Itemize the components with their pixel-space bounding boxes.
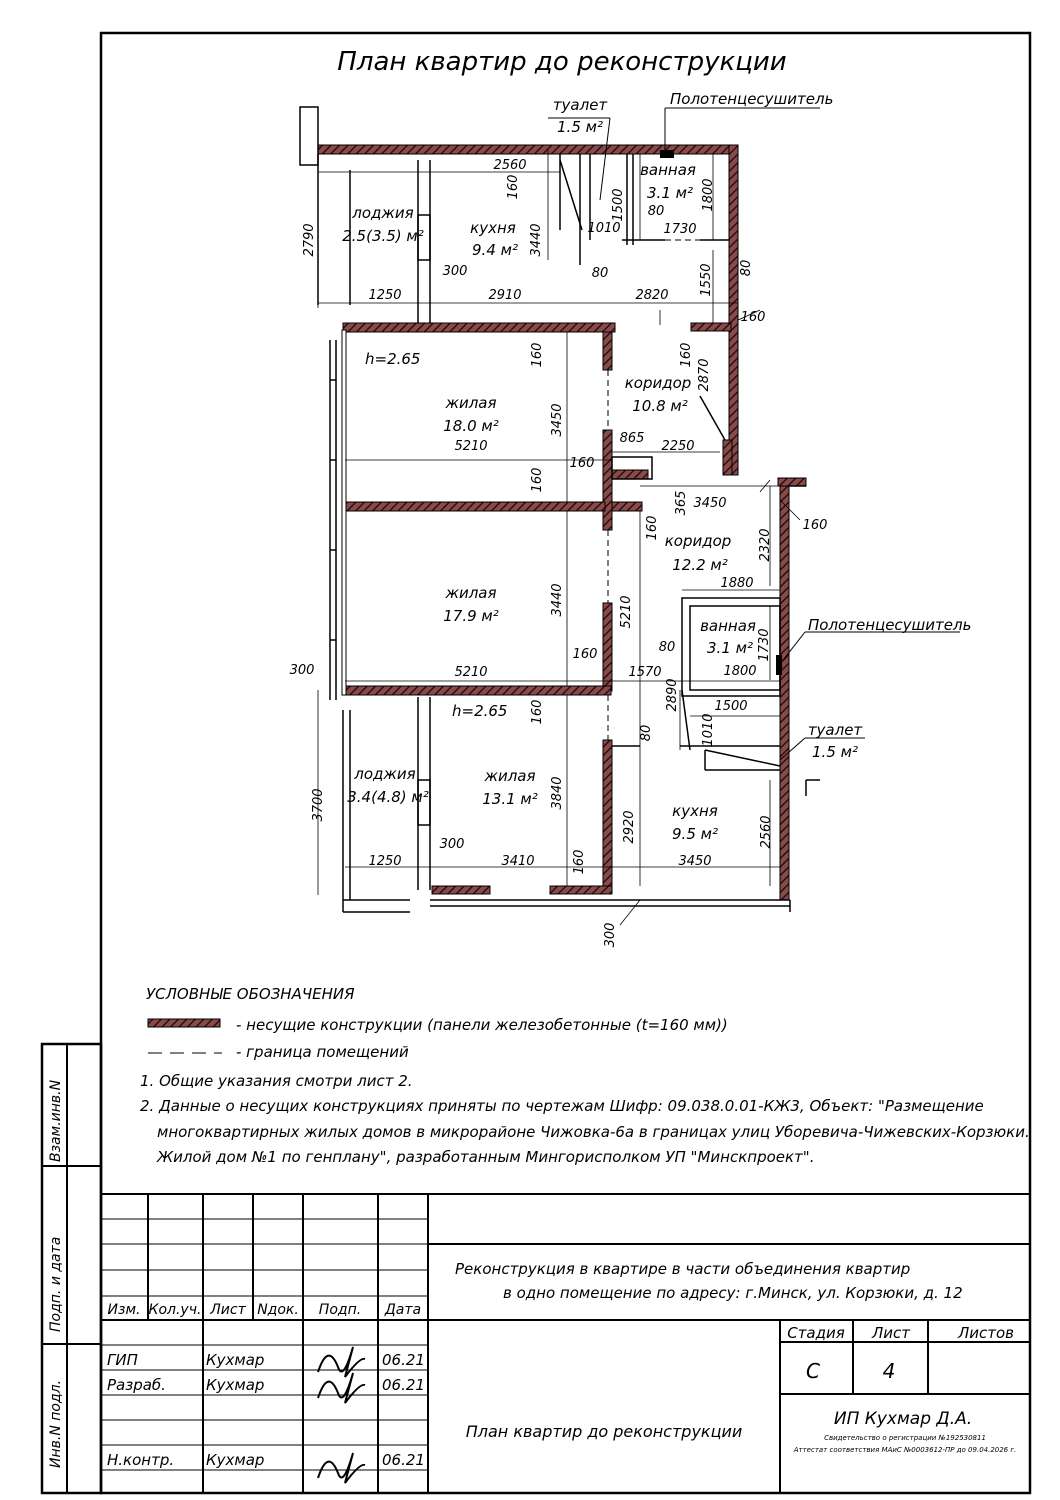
svg-text:80: 80: [591, 266, 609, 281]
svg-text:365: 365: [674, 490, 689, 516]
svg-text:2870: 2870: [697, 358, 712, 392]
svg-text:1730: 1730: [757, 628, 772, 662]
room-area: 12.2 м²: [672, 556, 728, 574]
note-line: 2. Данные о несущих конструкциях приняты по чертежам Шифр: 09.038.0.01-КЖ3, Объект: "Размещение: [140, 1097, 984, 1115]
svg-text:3440: 3440: [550, 583, 565, 617]
room-area: 9.4 м²: [472, 241, 518, 259]
towel-dryer-label-2: Полотенцесушитель: [808, 616, 972, 634]
stage-headers: [787, 1324, 1014, 1342]
svg-text:80: 80: [739, 259, 754, 277]
note-line: многоквартирных жилых домов в микрорайоне Чижовка-6а в границах улиц Уборевича-Чижевских-Корзюки.: [157, 1123, 1030, 1141]
room-name: коридор: [624, 374, 692, 392]
svg-text:Кухмар: Кухмар: [206, 1451, 265, 1469]
svg-text:3440: 3440: [529, 223, 544, 257]
svg-text:160: 160: [645, 515, 660, 541]
svg-text:2250: 2250: [661, 439, 695, 454]
room-name: туалет: [552, 96, 608, 114]
svg-text:ГИП: ГИП: [107, 1351, 138, 1369]
svg-text:1730: 1730: [663, 222, 697, 237]
svg-text:1500: 1500: [714, 699, 748, 714]
room-area: 17.9 м²: [443, 607, 499, 625]
room-area: 13.1 м²: [482, 790, 538, 808]
svg-text:5210: 5210: [454, 439, 488, 454]
room-area: 3.1 м²: [707, 639, 753, 657]
legend-bearing-swatch: [148, 1019, 220, 1027]
svg-text:3450: 3450: [678, 854, 712, 869]
svg-text:Лист: Лист: [210, 1302, 246, 1318]
svg-text:1250: 1250: [368, 854, 402, 869]
svg-text:1880: 1880: [720, 576, 754, 591]
svg-text:3450: 3450: [693, 496, 727, 511]
room-name: коридор: [664, 532, 732, 550]
side-label-vzam: Взам.инв.N: [48, 1079, 64, 1162]
svg-text:80: 80: [658, 640, 676, 655]
room-name: лоджия: [354, 765, 416, 783]
svg-text:2560: 2560: [759, 815, 774, 849]
svg-text:300: 300: [439, 837, 465, 852]
svg-text:160: 160: [530, 342, 545, 368]
svg-text:1570: 1570: [628, 665, 662, 680]
room-area: 1.5 м²: [812, 743, 858, 761]
svg-text:3450: 3450: [550, 403, 565, 437]
svg-text:5210: 5210: [619, 595, 634, 629]
project-line-1: Реконструкция в квартире в части объединения квартир: [455, 1260, 911, 1278]
svg-text:1010: 1010: [701, 713, 716, 747]
drawing-title-stamp: План квартир до реконструкции: [465, 1422, 743, 1441]
svg-text:865: 865: [619, 431, 645, 446]
svg-text:Дата: Дата: [384, 1302, 422, 1318]
svg-text:Разраб.: Разраб.: [107, 1376, 166, 1394]
svg-text:Н.контр.: Н.контр.: [107, 1451, 175, 1469]
stamp-headers: [108, 1302, 422, 1318]
svg-text:2790: 2790: [302, 223, 317, 257]
side-label-inv: Инв.N подл.: [48, 1379, 64, 1468]
svg-text:Листов: Листов: [957, 1324, 1015, 1342]
company-registration: Свидетельство о регистрации №192530811: [824, 1434, 986, 1442]
svg-text:160: 160: [572, 849, 587, 875]
room-area: 10.8 м²: [632, 397, 688, 415]
signature-marks: [318, 1347, 365, 1483]
room-name: туалет: [807, 721, 863, 739]
sheet-value: 4: [882, 1359, 896, 1383]
company-attestation: Аттестат соответствия МАиС №0003612-ПР до 09.04.2026 г.: [793, 1446, 1017, 1454]
svg-text:300: 300: [289, 663, 315, 678]
svg-text:1010: 1010: [587, 221, 621, 236]
company-name: ИП Кухмар Д.А.: [833, 1409, 973, 1429]
svg-text:1250: 1250: [368, 288, 402, 303]
svg-text:3410: 3410: [501, 854, 535, 869]
svg-text:2820: 2820: [635, 288, 669, 303]
note-line: 1. Общие указания смотри лист 2.: [140, 1072, 413, 1090]
svg-text:1500: 1500: [611, 188, 626, 222]
ceiling-height: h=2.65: [365, 350, 421, 368]
svg-text:80: 80: [647, 204, 665, 219]
svg-text:Кухмар: Кухмар: [206, 1376, 265, 1394]
room-area: 9.5 м²: [672, 825, 718, 843]
svg-text:160: 160: [740, 310, 766, 325]
room-name: жилая: [445, 584, 497, 602]
svg-text:160: 160: [530, 467, 545, 493]
project-line-2: в одно помещение по адресу: г.Минск, ул. Корзюки, д. 12: [503, 1284, 963, 1302]
svg-text:1800: 1800: [723, 664, 757, 679]
room-name: кухня: [672, 802, 718, 820]
towel-dryer-label-1: Полотенцесушитель: [670, 90, 834, 108]
svg-text:300: 300: [442, 264, 468, 279]
svg-text:Кухмар: Кухмар: [206, 1351, 265, 1369]
svg-text:2320: 2320: [758, 528, 773, 562]
note-line: Жилой дом №1 по генплану", разработанным Мингорисполком УП "Минскпроект".: [157, 1148, 815, 1166]
room-area: 1.5 м²: [557, 118, 603, 136]
room-name: ванная: [700, 617, 756, 635]
room-area: 3.4(4.8) м²: [347, 788, 429, 806]
svg-text:2890: 2890: [665, 678, 680, 712]
legend-title: УСЛОВНЫЕ ОБОЗНАЧЕНИЯ: [146, 985, 355, 1003]
side-label-podp: Подп. и дата: [48, 1236, 64, 1332]
svg-text:160: 160: [569, 456, 595, 471]
svg-text:Стадия: Стадия: [787, 1324, 845, 1342]
svg-text:06.21: 06.21: [382, 1451, 425, 1469]
svg-text:160: 160: [572, 647, 598, 662]
svg-text:1550: 1550: [699, 263, 714, 297]
drawing-title: План квартир до реконструкции: [337, 47, 787, 77]
room-name: ванная: [640, 161, 696, 179]
svg-text:2920: 2920: [622, 810, 637, 844]
room-area: 2.5(3.5) м²: [342, 227, 424, 245]
svg-text:160: 160: [802, 518, 828, 533]
room-name: жилая: [445, 394, 497, 412]
svg-text:Подп.: Подп.: [318, 1302, 362, 1318]
svg-text:160: 160: [530, 699, 545, 725]
ceiling-height: h=2.65: [452, 702, 508, 720]
svg-text:Nдок.: Nдок.: [257, 1302, 299, 1318]
svg-text:2560: 2560: [493, 158, 527, 173]
svg-text:Кол.уч.: Кол.уч.: [148, 1302, 202, 1318]
svg-text:5210: 5210: [454, 665, 488, 680]
room-name: кухня: [470, 219, 516, 237]
room-name: лоджия: [352, 204, 414, 222]
svg-text:Лист: Лист: [871, 1324, 911, 1342]
legend-boundary-text: - граница помещений: [236, 1043, 409, 1061]
svg-text:06.21: 06.21: [382, 1351, 425, 1369]
svg-text:160: 160: [506, 174, 521, 200]
svg-text:1800: 1800: [701, 178, 716, 212]
room-area: 3.1 м²: [647, 184, 693, 202]
room-area: 18.0 м²: [443, 417, 499, 435]
svg-text:3840: 3840: [550, 776, 565, 810]
towel-dryer-mark-1: [660, 150, 674, 158]
svg-text:06.21: 06.21: [382, 1376, 425, 1394]
svg-text:Изм.: Изм.: [107, 1302, 141, 1318]
svg-text:80: 80: [639, 724, 654, 742]
svg-text:160: 160: [679, 342, 694, 368]
room-name: жилая: [484, 767, 536, 785]
svg-text:2910: 2910: [488, 288, 522, 303]
stage-value: С: [806, 1359, 820, 1383]
svg-text:3700: 3700: [311, 788, 326, 822]
towel-dryer-mark-2: [776, 655, 782, 675]
svg-text:300: 300: [603, 922, 618, 948]
legend-bearing-text: - несущие конструкции (панели железобетонные (t=160 мм)): [236, 1016, 728, 1034]
